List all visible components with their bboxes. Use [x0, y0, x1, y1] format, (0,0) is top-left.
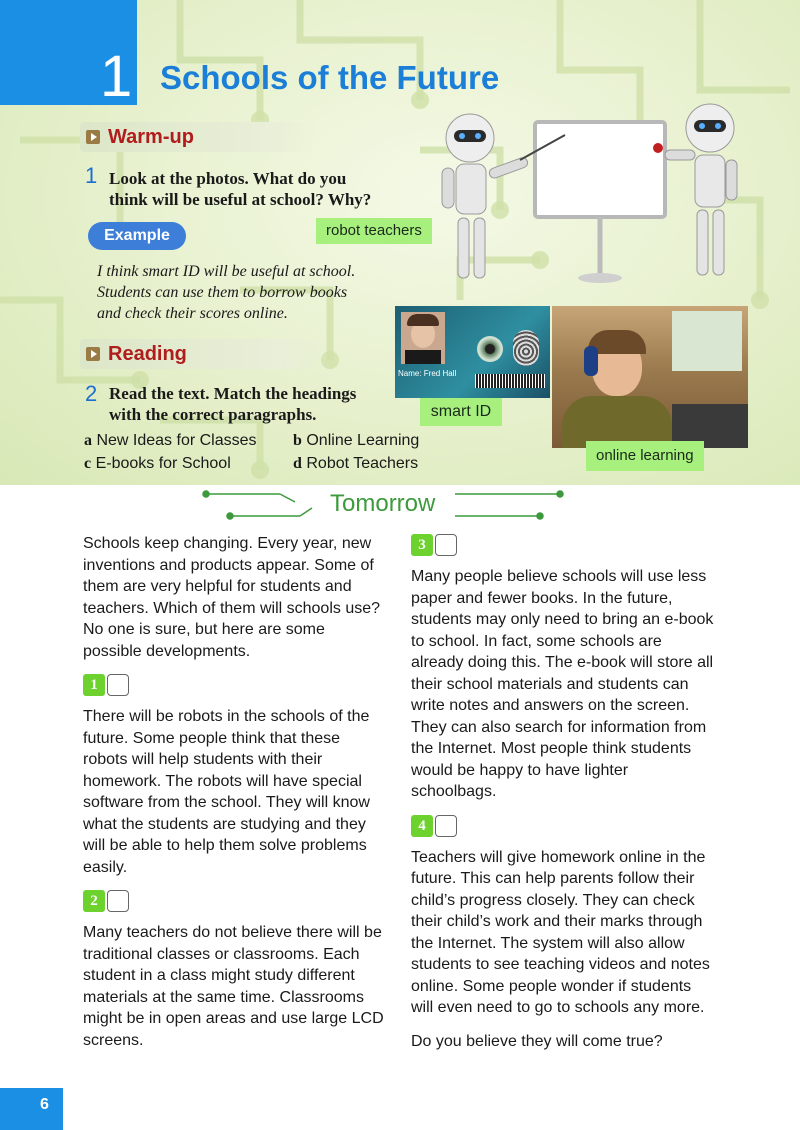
reading-header: [80, 339, 328, 369]
closing-question: Do you believe they will come true?: [411, 1032, 663, 1050]
answer-box[interactable]: [107, 890, 129, 912]
paragraph-2-marker: 2: [83, 890, 388, 912]
paragraph-4: Teachers will give homework online in the future. This can help parents follow their child’s progress closely. They can check their child’s work and their marks through the Internet. The system will also allow students to see teaching videos and notes online. Some people wonder if students will even need to go to schools any more.: [411, 848, 710, 1016]
question-number: 1: [85, 163, 98, 188]
page-number-box: [0, 1088, 63, 1130]
warmup-header: [80, 122, 315, 152]
example-text: I think smart ID will be useful at school. Students can use them to borrow books and check their scores online.: [97, 263, 356, 322]
iris-scan-icon: [477, 336, 503, 362]
heading-option: d Robot Teachers: [293, 455, 419, 472]
heading-option: a New Ideas for Classes: [84, 432, 257, 449]
answer-box[interactable]: [435, 534, 457, 556]
paragraph-1-marker: 1: [83, 674, 388, 696]
example-badge: Example: [88, 222, 186, 250]
fingerprint-icon: [513, 330, 539, 366]
robot-illustration: [420, 100, 750, 305]
answer-box[interactable]: [435, 815, 457, 837]
section-play-icon: [86, 130, 100, 144]
paragraph-1: There will be robots in the schools of the future. Some people think that these robots will help students with their homework. The robots will have special software from the school. They will know what the students are studying and they will be able to help them solve problems easily.: [83, 708, 370, 876]
id-name: Name: Fred Hall: [398, 369, 457, 378]
paragraph-3-marker: 3: [411, 534, 716, 556]
unit-number: 1: [100, 44, 133, 109]
paragraph-2: Many teachers do not believe there will be traditional classes or classrooms. Each student in a class might study different materials at the same time. Classrooms might be in open areas and use large LCD screens.: [83, 924, 384, 1049]
smart-id-label: smart ID: [420, 398, 502, 426]
heading-option: c E-books for School: [84, 455, 231, 472]
reading-question: Read the text. Match the headings with the correct paragraphs.: [109, 384, 357, 424]
heading-option: b Online Learning: [293, 432, 420, 449]
reading-heading: Reading: [108, 343, 187, 365]
warmup-question: Look at the photos. What do you think will be useful at school? Why?: [109, 169, 372, 209]
article-right-column: [411, 524, 716, 1052]
robot-teachers-photo: [420, 100, 750, 305]
online-learning-label: online learning: [586, 441, 704, 471]
page-number: 6: [40, 1096, 49, 1113]
online-learning-photo: [552, 306, 748, 448]
paragraph-4-marker: 4: [411, 815, 716, 837]
warmup-heading: Warm-up: [108, 126, 194, 148]
barcode: [475, 374, 545, 388]
headphones-icon: [584, 346, 598, 376]
id-portrait: [401, 312, 445, 364]
robot-teachers-label: robot teachers: [316, 218, 432, 244]
article-intro: Schools keep changing. Every year, new inventions and products appear. Some of them are very helpful for students and teachers. Which of them will schools use? No one is sure, but here are some possible developments.: [83, 535, 381, 660]
article-left-column: [83, 533, 388, 1051]
smart-id-photo: [395, 306, 550, 398]
article-title: Tomorrow: [330, 490, 436, 517]
paragraph-3: Many people believe schools will use less paper and fewer books. In the future, students may only need to bring an e-book to school. In fact, some schools are already doing this. The e-book will store all their school materials and students can write notes and answers on the screen. They can also search for information from the Internet. Most people think students would be happy to have lighter schoolbags.: [411, 568, 714, 800]
page-title: Schools of the Future: [160, 59, 500, 96]
answer-box[interactable]: [107, 674, 129, 696]
section-play-icon: [86, 347, 100, 361]
question-number: 2: [85, 381, 98, 406]
